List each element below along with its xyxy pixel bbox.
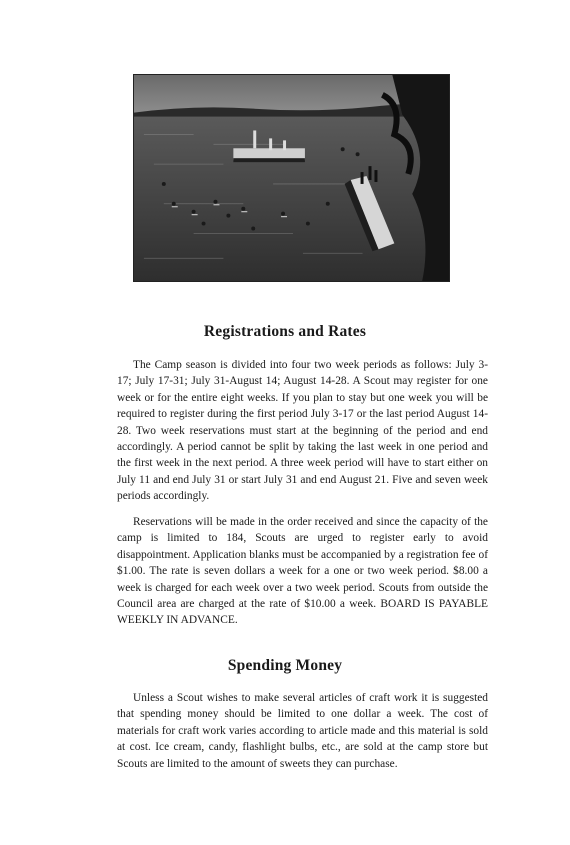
registrations-paragraph-1: The Camp season is divided into four two week periods as follows: July 3-17; July 17-31; July 31-August 14; August 14-28. A Scout may register for one week or for the entire eight weeks. If you plan to stay but one week you will be required to register during the first period July 3-17 or the last period August 14-28. Two week reservations must start at the beginning of the period and end accordingly. A period cannot be split by taking the last week in one period and the first week in the next period. A three week period will have to start either on July 11 and end July 31 or start July 31 and end August 21. Five and seven week periods accordingly. [117, 359, 488, 503]
section-title-registrations: Registrations and Rates [203, 323, 367, 340]
registrations-paragraph-2: Reservations will be made in the order received and since the capacity of the camp is limited to 184, Scouts are urged to register early to avoid disappointment. Application blanks must be accompanied by a registration fee of $1.00. The rate is seven dollars a week for a one or two week period. $8.00 a week is charged for each week over a two week period. Scouts from outside the Council area are charged at the rate of $10.00 a week. BOARD IS PAYABLE WEEKLY IN ADVANCE. [117, 516, 488, 627]
spending-money-paragraph: Unless a Scout wishes to make several articles of craft work it is suggested that spending money should be limited to one dollar a week. The cost of materials for craft work varies according to article made and this material is sold at cost. Ice cream, candy, flashlight bulbs, etc., are sold at the camp store but Scouts are limited to the amount of sweets they can purchase. [117, 692, 488, 770]
lake-swimming-photo [133, 74, 450, 282]
section-title-spending-money: Spending Money [227, 657, 343, 674]
